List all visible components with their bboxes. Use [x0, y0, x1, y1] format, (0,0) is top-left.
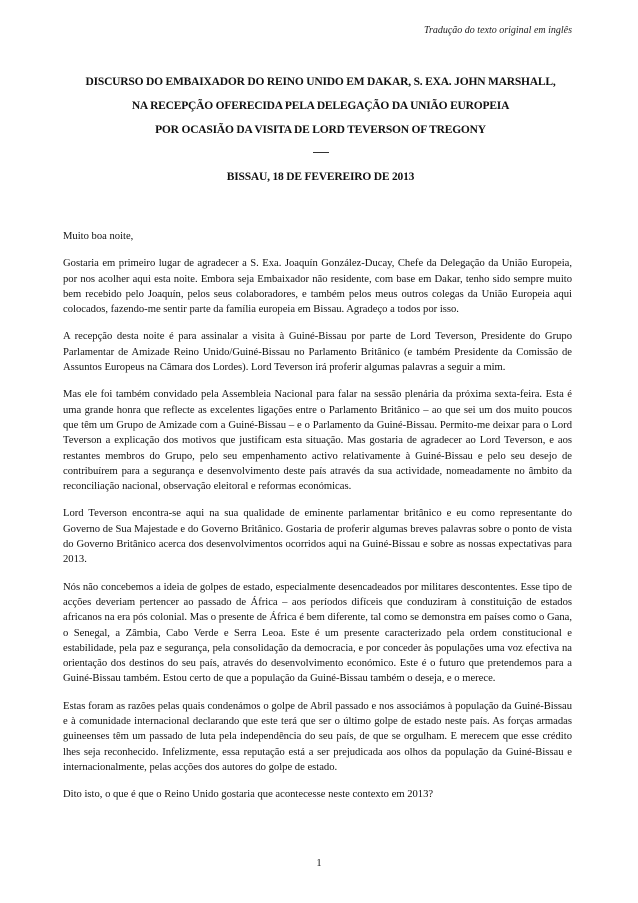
paragraph: Gostaria em primeiro lugar de agradecer a S. Exa. Joaquín González-Ducay, Chefe da Delegação da União Europeia, por nos acolher aqui esta noite. Embora seja Embaixador não residente, com base em Dakar, tenho sido sempre muito bem recebido pelo Joaquín, pelos seus colaboradores, e também pelos meus outros colegas da União Europeia aqui colocados, fazendo-me sentir parte da família europeia em Bissau. Agradeço a todos por isso. — [63, 258, 572, 316]
title-line-3: POR OCASIÃO DA VISITA DE LORD TEVERSON OF TREGONY — [155, 124, 486, 136]
paragraph: Estas foram as razões pelas quais condenámos o golpe de Abril passado e nos associámos à população da Guiné-Bissau e à comunidade internacional declarando que este terá que ser o último golpe de estado neste país. As forças armadas guineenses têm um passado de luta pela independência do seu país, de que se orgulham. E merecem que esse crédito lhes seja reconhecido. Infelizmente, essa reputação está a ser prejudicada aos olhos da população da Guiné-Bissau e internacionalmente, pelas acções dos autores do golpe de estado. — [63, 700, 572, 773]
title-divider — [313, 152, 329, 153]
translation-note: Tradução do texto original em inglês — [423, 25, 572, 36]
date-line: BISSAU, 18 DE FEVEREIRO DE 2013 — [226, 171, 415, 183]
title-block — [63, 70, 578, 189]
page-number: 1 — [316, 858, 322, 869]
paragraph: A recepção desta noite é para assinalar a visita à Guiné-Bissau por parte de Lord Teverson, Presidente do Grupo Parlamentar de Amizade Reino Unido/Guiné-Bissau no Parlamento Britânico (e também Presidente da Comissão de Assuntos Europeus na Câmara dos Lordes). Lord Teverson irá proferir algumas palavras a seguir a mim. — [63, 331, 572, 374]
title-line-1: DISCURSO DO EMBAIXADOR DO REINO UNIDO EM DAKAR, S. EXA. JOHN MARSHALL, — [85, 76, 556, 88]
paragraph: Nós não concebemos a ideia de golpes de estado, especialmente desencadeados por militares descontentes. Esse tipo de acções deveriam pertencer ao passado de África – aos períodos difíceis que conduziram à constituição de estados africanos na era pós colonial. Mas o presente de África é bem diferente, tal como se demonstra em países como o Gana, o Senegal, a Zâmbia, Cabo Verde e Serra Leoa. Este é um presente caracterizado pela ordem constitucional e estabilidade, pela paz e segurança, pela consolidação da democracia, e por conceder às populações uma voz efectiva na orientação dos destinos do seu país, através do desenvolvimento económico. Este é o futuro que pretendemos para a Guiné-Bissau também. Estou certo de que a população da Guiné-Bissau também o deseja, e o merece. — [63, 581, 572, 685]
paragraph: Mas ele foi também convidado pela Assembleia Nacional para falar na sessão plenária da próxima sexta-feira. Esta é uma grande honra que reflecte as excelentes ligações entre o Parlamento Britânico – ao que sei um dos muito poucos que têm um Grupo de Amizade com a Guiné-Bissau – e o Parlamento da Guiné-Bissau. Permito-me deixar para o Lord Teverson a explicação dos motivos que justificam esta situação. Mas gostaria de agradecer ao Lord Teverson, e aos restantes membros do Grupo, pelo seu empenhamento activo relativamente à Guiné-Bissau e pelo seu desejo de contribuírem para a segurança e desenvolvimento deste país através da sua actividade, nomeadamente no âmbito da reconciliação nacional, observação eleitoral e reformas económicas. — [63, 389, 572, 493]
speech-body — [63, 229, 572, 815]
paragraph: Dito isto, o que é que o Reino Unido gostaria que acontecesse neste contexto em 2013? — [63, 789, 434, 801]
paragraph: Muito boa noite, — [63, 231, 134, 242]
title-line-2: NA RECEPÇÃO OFERECIDA PELA DELEGAÇÃO DA UNIÃO EUROPEIA — [131, 100, 510, 112]
paragraph: Lord Teverson encontra-se aqui na sua qualidade de eminente parlamentar britânico e eu como representante do Governo de Sua Majestade e do Governo Britânico. Gostaria de proferir algumas breves palavras sobre o ponto de vista do Governo Britânico acerca dos desenvolvimentos ocorridos aqui na Guiné-Bissau e sobre as nossas expectativas para 2013. — [63, 508, 572, 566]
